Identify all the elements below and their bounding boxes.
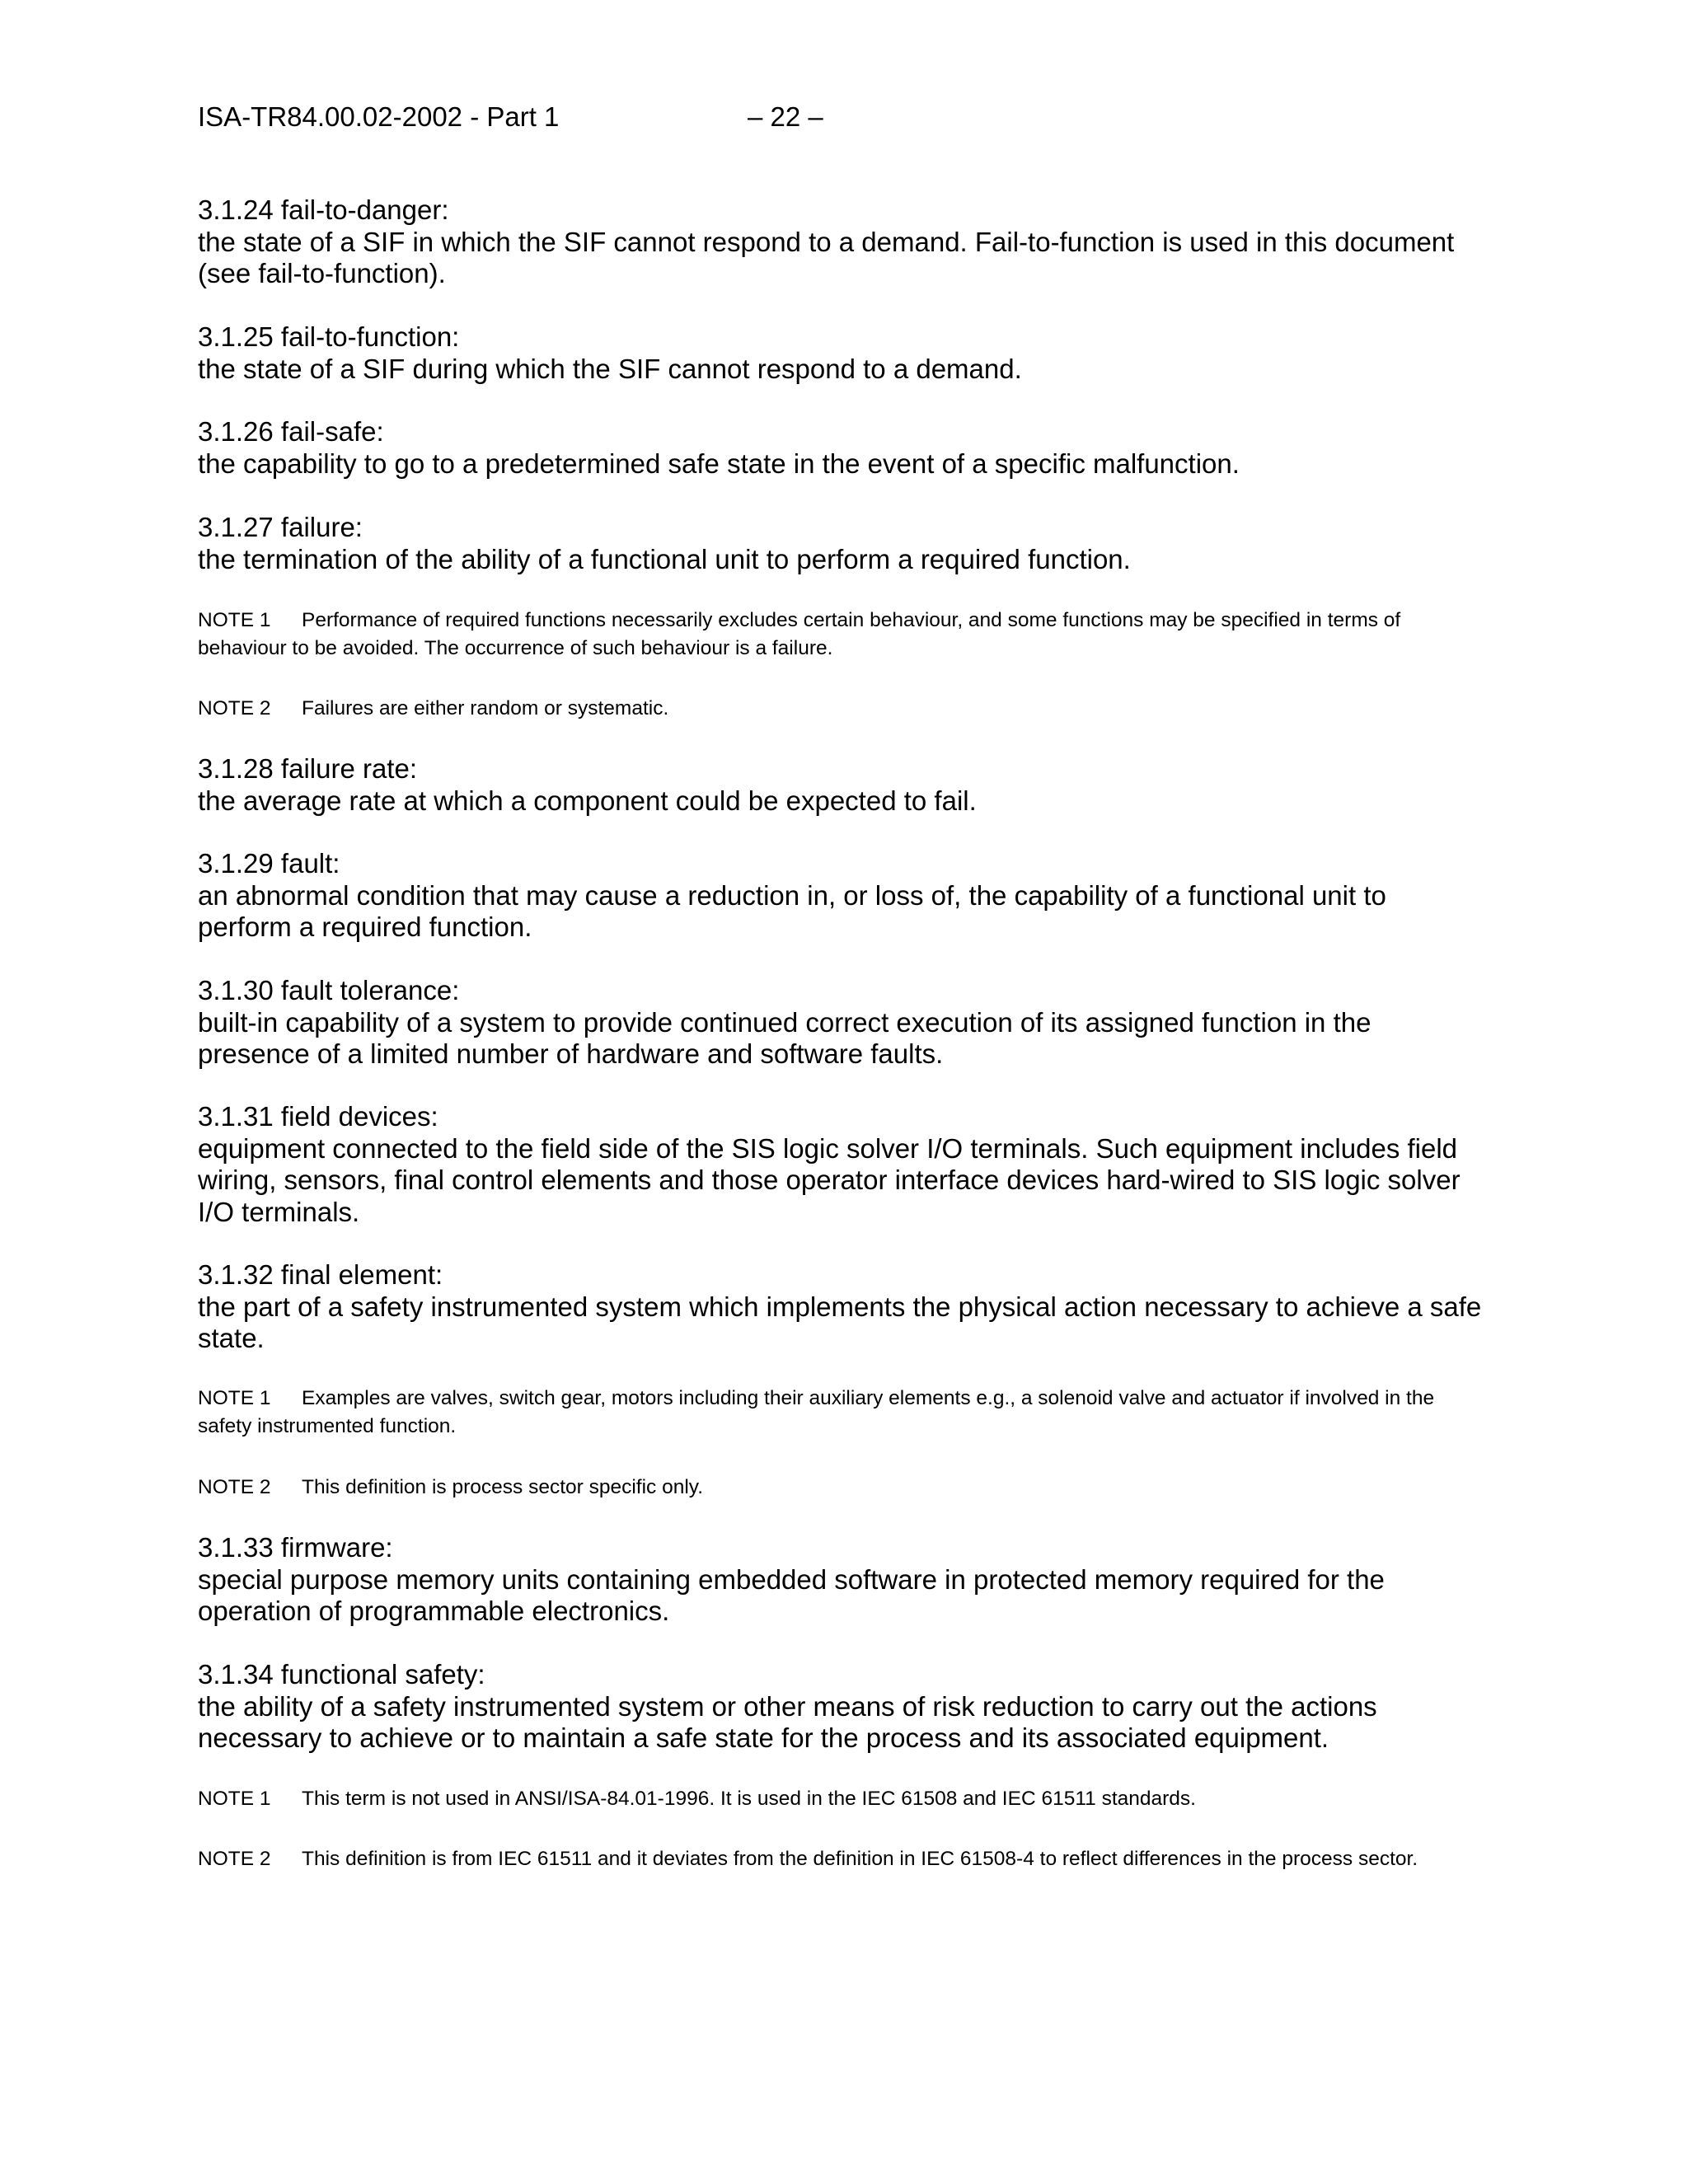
term-3-1-32 [198,1259,1484,1355]
term-title: 3.1.31 field devices: [198,1101,438,1132]
note [198,1474,1484,1502]
term-title: 3.1.33 firmware: [198,1532,393,1563]
term-title: 3.1.34 functional safety: [198,1659,485,1690]
term-3-1-25 [198,321,1484,385]
term-definition: the capability to go to a predetermined safe state in the event of a specific malfunction. [198,448,1240,479]
term-3-1-26 [198,416,1484,480]
note-label: NOTE 2 [198,1476,271,1498]
term-definition: the state of a SIF during which the SIF cannot respond to a demand. [198,353,1022,384]
note-label: NOTE 1 [198,609,271,631]
term-3-1-27 [198,512,1484,575]
term-3-1-29 [198,848,1484,944]
term-definition: an abnormal condition that may cause a reduction in, or loss of, the capability of a functional unit to perform a required function. [198,879,1386,943]
note-label: NOTE 2 [198,1848,271,1870]
term-definition: the state of a SIF in which the SIF cannot respond to a demand. Fail-to-function is used in this document (see fail-to-function). [198,226,1455,289]
term-3-1-31 [198,1101,1484,1229]
term-title: 3.1.30 fault tolerance: [198,975,460,1005]
note-text: Examples are valves, switch gear, motors including their auxiliary elements e.g., a solenoid valve and actuator if involved in the safety instrumented function. [198,1387,1435,1437]
term-title: 3.1.29 fault: [198,848,340,879]
note [198,1385,1484,1441]
term-3-1-30 [198,975,1484,1071]
term-3-1-24 [198,194,1484,290]
document-id: ISA-TR84.00.02-2002 - Part 1 [198,101,560,132]
page-number: – 22 – [748,101,823,132]
term-title: 3.1.26 fail-safe: [198,416,384,447]
term-title: 3.1.24 fail-to-danger: [198,194,449,225]
note-label: NOTE 2 [198,697,271,719]
term-definition: the part of a safety instrumented system which implements the physical action necessary to achieve a safe state. [198,1291,1482,1354]
term-definition: built-in capability of a system to provide continued correct execution of its assigned function in the presence of a limited number of hardware and software faults. [198,1006,1372,1070]
note [198,1845,1484,1873]
term-definition: special purpose memory units containing embedded software in protected memory required for the operation of programmable electronics. [198,1563,1385,1627]
term-definition: equipment connected to the field side of the SIS logic solver I/O terminals. Such equipment includes field wiring, sensors, final control elements and those operator interface devices hard-wired to SIS logic solver I/O terminals. [198,1132,1461,1228]
page-header [198,97,1484,137]
term-definition: the termination of the ability of a functional unit to perform a required function. [198,543,1131,574]
term-title: 3.1.28 failure rate: [198,753,417,784]
term-title: 3.1.27 failure: [198,512,363,542]
note-label: NOTE 1 [198,1788,271,1810]
note-label: NOTE 1 [198,1387,271,1409]
term-definition: the ability of a safety instrumented system or other means of risk reduction to carry out the actions necessary to achieve or to maintain a safe state for the process and its associated equipment. [198,1690,1377,1754]
note-text: This definition is from IEC 61511 and it deviates from the definition in IEC 61508-4 to reflect differences in the process sector. [302,1848,1418,1870]
term-3-1-33 [198,1532,1484,1628]
note [198,695,1484,723]
note-text: Performance of required functions necessarily excludes certain behaviour, and some functions may be specified in terms of behaviour to be avoided. The occurrence of such behaviour is a failure. [198,609,1401,659]
note [198,607,1484,663]
term-title: 3.1.32 final element: [198,1259,443,1290]
term-3-1-28 [198,753,1484,817]
note [198,1785,1484,1813]
note-text: This term is not used in ANSI/ISA-84.01-1996. It is used in the IEC 61508 and IEC 61511 standards. [302,1788,1196,1810]
term-3-1-34 [198,1659,1484,1755]
note-text: Failures are either random or systematic. [302,697,669,719]
term-definition: the average rate at which a component could be expected to fail. [198,785,977,816]
term-title: 3.1.25 fail-to-function: [198,321,460,352]
note-text: This definition is process sector specific only. [302,1476,704,1498]
